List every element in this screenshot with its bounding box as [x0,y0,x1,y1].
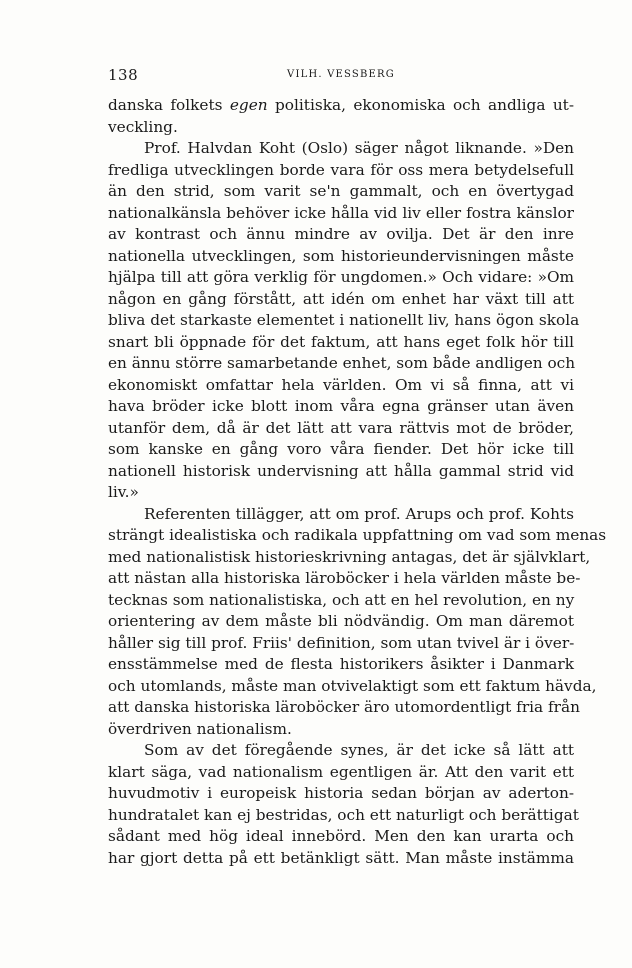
text-line: snart bli öppnade för det faktum, att hans eget folk hör till [108,332,574,351]
text-line: ekonomiskt omfattar hela världen. Om vi så finna, att vi [108,375,574,394]
text-line: hava bröder icke blott inom våra egna gränser utan även [108,397,574,415]
text-line: orientering av dem måste bli nödvändig. Om man däremot [108,612,574,630]
text-line: överdriven nationalism. [108,719,292,738]
text-line: som kanske en gång voro våra fiender. Det hör icke till [108,440,574,458]
text-line: nationalkänsla behöver icke hålla vid liv eller fostra känslor [108,203,574,222]
text-line: huvudmotiv i europeisk historia sedan början av aderton- [108,784,574,802]
text-line: liv.» [108,483,139,501]
body-text [108,95,607,869]
page-number: 138 [108,66,139,84]
text-line [108,95,574,117]
text-line: hjälpa till att göra verklig för ungdomen.» Och vidare: »Om [108,268,574,286]
text-line: med nationalistisk historieskrivning antagas, det är självklart, [108,547,591,566]
text-line: hundratalet kan ej bestridas, och ett naturligt och berättigat [108,805,579,824]
text-line: ensstämmelse med de flesta historikers åsikter i Danmark [108,655,574,673]
text-line: en ännu större samarbetande enhet, som både andligen och [108,354,576,372]
text-line: håller sig till prof. Friis' definition, som utan tvivel är i över- [108,633,575,652]
text-line: någon en gång förstått, att idén om enhet har växt till att [108,289,574,308]
text-line: att danska historiska läroböcker äro utomordentligt fria från [108,698,580,716]
text-line: strängt idealistiska och radikala uppfattning om vad som menas [108,526,607,544]
text-line: tecknas som nationalistiska, och att en hel revolution, en ny [108,590,575,609]
running-head: VILH. VESSBERG [287,69,395,80]
text-line: utanför dem, då är det lätt att vara rättvis mot de bröder, [108,418,574,437]
text-line: sådant med hög ideal innebörd. Men den kan urarta och [108,827,574,845]
text-line: än den strid, som varit se'n gammalt, och en övertygad [108,182,574,200]
emphasized-word: egen [229,96,268,114]
text-segment: politiska, ekonomiska och andliga ut- [267,96,574,114]
text-line: av kontrast och ännu mindre av ovilja. Det är den inre [108,225,574,243]
text-line: och utomlands, måste man otvivelaktigt som ett faktum hävda, [108,676,597,695]
text-line: Som av det föregående synes, är det icke så lätt att [144,741,574,759]
text-line: veckling. [108,117,178,136]
text-line: fredliga utvecklingen borde vara för oss mera betydelsefull [108,160,574,179]
text-line: Prof. Halvdan Koht (Oslo) säger något liknande. »Den [144,139,574,157]
text-line: nationell historisk undervisning att hålla gammal strid vid [108,461,574,480]
text-line: bliva det starkaste elementet i nationellt liv, hans ögon skola [108,311,580,329]
text-line: klart säga, vad nationalism egentligen är. Att den varit ett [108,762,574,781]
text-line: Referenten tillägger, att om prof. Arups och prof. Kohts [144,504,574,523]
text-line: har gjort detta på ett betänkligt sätt. Man måste instämma [108,848,574,867]
text-segment: danska folkets [108,96,230,114]
page-header [108,66,574,86]
text-line: nationella utvecklingen, som historieundervisningen måste [108,246,574,265]
text-line: att nästan alla historiska läroböcker i hela världen måste be- [108,569,581,587]
